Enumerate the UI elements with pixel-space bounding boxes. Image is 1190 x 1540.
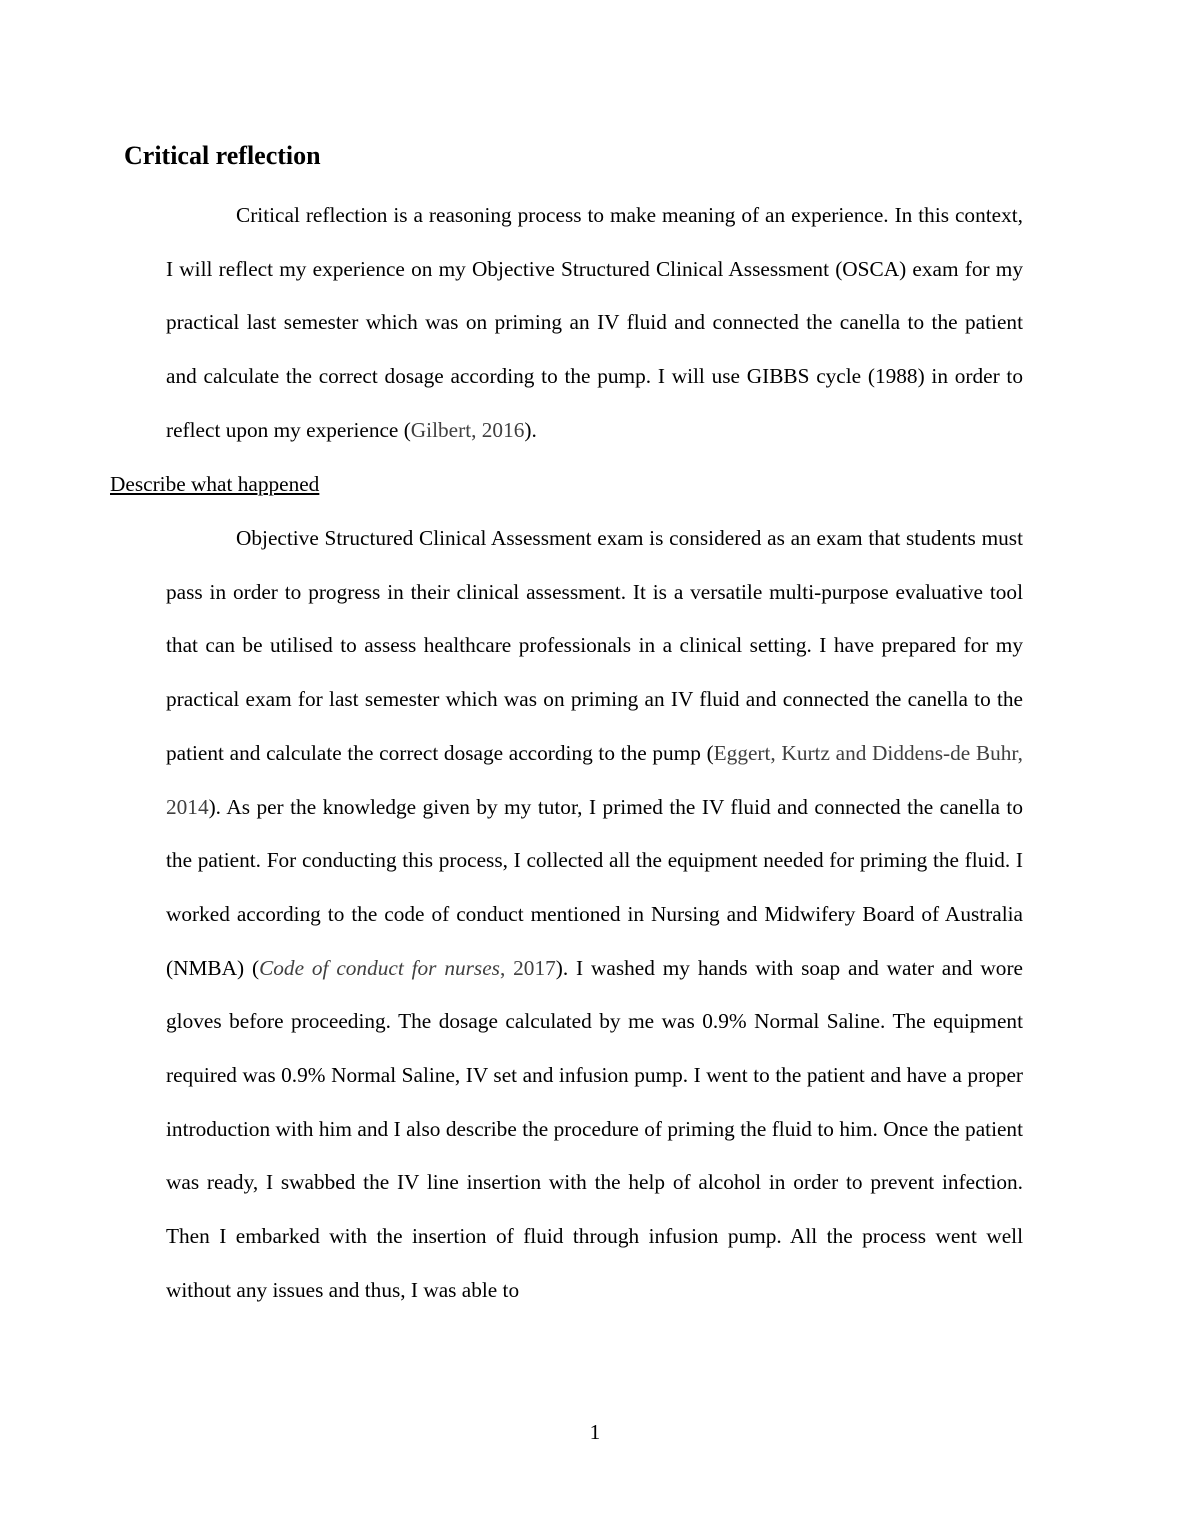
citation-eggert: Eggert, Kurtz and Diddens-de Buhr, 2014 xyxy=(166,740,1023,819)
intro-text-end: ). xyxy=(524,417,537,442)
intro-paragraph xyxy=(166,189,1023,458)
citation-gilbert: Gilbert, 2016 xyxy=(410,417,525,442)
citation-code-of-conduct-title: Code of conduct for nurses xyxy=(259,955,500,980)
describe-text-c: ). I washed my hands with soap and water and wore gloves before proceeding. The dosage calculated by me was 0.9% Normal Saline. The equipment required was 0.9% Normal Saline, IV set and infusion pump. I went to the patient and have a proper introduction with him and I also describe the procedure of priming the fluid to him. Once the patient was ready, I swabbed the IV line insertion with the help of alcohol in order to prevent infection. Then I embarked with the insertion of fluid through infusion pump. All the process went well without any issues and thus, I was able to xyxy=(166,955,1023,1302)
citation-code-of-conduct-year: , 2017 xyxy=(499,955,556,980)
page-title: Critical reflection xyxy=(124,141,321,170)
describe-text-a: Objective Structured Clinical Assessment exam is considered as an exam that students must pass in order to progress in their clinical assessment. It is a versatile multi-purpose evaluative tool that can be utilised to assess healthcare professionals in a clinical setting. I have prepared for my practical exam for last semester which was on priming an IV fluid and connected the canella to the patient and calculate the correct dosage according to the pump ( xyxy=(166,526,1023,765)
describe-paragraph xyxy=(166,512,1023,1318)
intro-text: Critical reflection is a reasoning process to make meaning of an experience. In this context, I will reflect my experience on my Objective Structured Clinical Assessment (OSCA) exam for my practical last semester which was on priming an IV fluid and connected the canella to the patient and calculate the correct dosage according to the pump. I will use GIBBS cycle (1988) in order to reflect upon my experience ( xyxy=(166,203,1023,442)
page-number: 1 xyxy=(589,1420,601,1444)
describe-text-b: ). As per the knowledge given by my tutor, I primed the IV fluid and connected the canella to the patient. For conducting this process, I collected all the equipment needed for priming the fluid. I worked according to the code of conduct mentioned in Nursing and Midwifery Board of Australia (NMBA) ( xyxy=(166,794,1023,980)
section-subheading: Describe what happened xyxy=(110,472,320,496)
